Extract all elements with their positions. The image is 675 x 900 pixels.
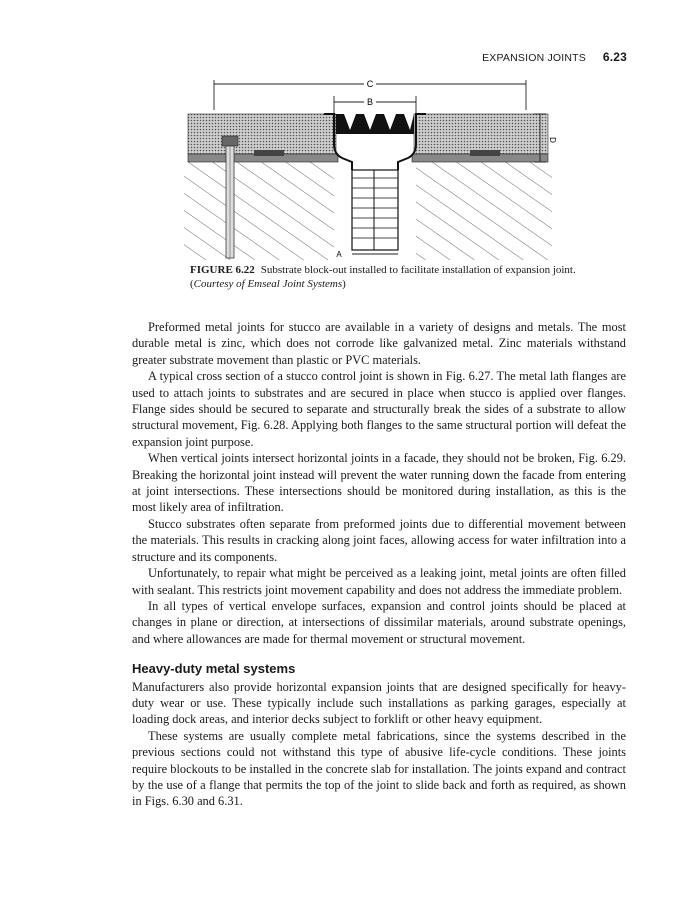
joint-seal <box>324 114 426 250</box>
concrete-slab-left <box>184 162 334 260</box>
wearing-surface-left <box>188 114 336 154</box>
paragraph: A typical cross section of a stucco control joint is shown in Fig. 6.27. The metal lath flanges are used to attach joints to substrates and are secured in place when stucco is applied over flanges. Flange sides should be secured to separate and structurally break the sides of a substrate to allow structural movement, Fig. 6.28. Applying both flanges to the same structural portion will defeat the expansion joint purpose. <box>132 369 626 449</box>
paragraph: When vertical joints intersect horizontal joints in a facade, they should not be broken, Fig. 6.29. Breaking the horizontal joint instead will prevent the water running down the facade from entering at joint intersections. These intersections should be monitored during installation, as this is the most likely area of infiltration. <box>132 451 626 515</box>
paragraph: Manufacturers also provide horizontal expansion joints that are designed specifically for heavy-duty wear or use. These typically include such installations as parking garages, especially at loading dock areas, and interior decks subject to forklift or other heavy equipment. <box>132 679 626 727</box>
wearing-surface-right <box>414 114 548 154</box>
figure-label: FIGURE 6.22 <box>190 264 255 276</box>
paragraph: Unfortunately, to repair what might be perceived as a leaking joint, metal joints are often filled with sealant. This restricts joint movement capability and does not address the immediate problem. <box>132 566 626 597</box>
label-a: A <box>336 250 342 259</box>
running-title: EXPANSION JOINTS <box>482 52 587 64</box>
page-number: 6.23 <box>602 50 627 64</box>
page-header <box>482 50 627 64</box>
label-b: B <box>366 97 374 107</box>
paragraph: Stucco substrates often separate from preformed joints due to differential movement between the materials. This results in cracking along joint faces, allowing access for water infiltration into a structure and its components. <box>132 516 626 564</box>
section-heading: Heavy-duty metal systems <box>132 661 296 677</box>
concrete-slab-right <box>416 162 552 260</box>
figure-caption <box>190 264 590 291</box>
dimension-b <box>334 96 416 114</box>
paragraph: In all types of vertical envelope surfaces, expansion and control joints should be placed at changes in plane or direction, at intersections of dissimilar materials, around substrate openings, and where allowances are made for thermal movement or structural movement. <box>132 598 626 646</box>
label-c: C <box>366 79 374 89</box>
caption-courtesy: Courtesy of Emseal Joint Systems <box>193 277 343 290</box>
label-d: D <box>548 137 557 143</box>
caption-end: ) <box>342 277 346 290</box>
body-text <box>132 319 626 810</box>
figure-expansion-joint-drawing <box>184 74 557 260</box>
paragraph: These systems are usually complete metal fabrications, since the systems described in the previous sections could not withstand this type of abusive life-cycle conditions. These joints require blockouts to be installed in the concrete slab for installation. The joints expand and contract by the use of a flange that permits the top of the joint to slide back and forth as required, as shown in Figs. 6.30 and 6.31. <box>132 728 626 809</box>
caption-text: Substrate block-out installed to facilitate installation of expansion joint. ( <box>190 264 576 290</box>
paragraph: Preformed metal joints for stucco are available in a variety of designs and metals. The most durable metal is zinc, which does not corrode like galvanized metal. Zinc materials withstand greater substrate movement than plastic or PVC materials. <box>132 320 626 367</box>
